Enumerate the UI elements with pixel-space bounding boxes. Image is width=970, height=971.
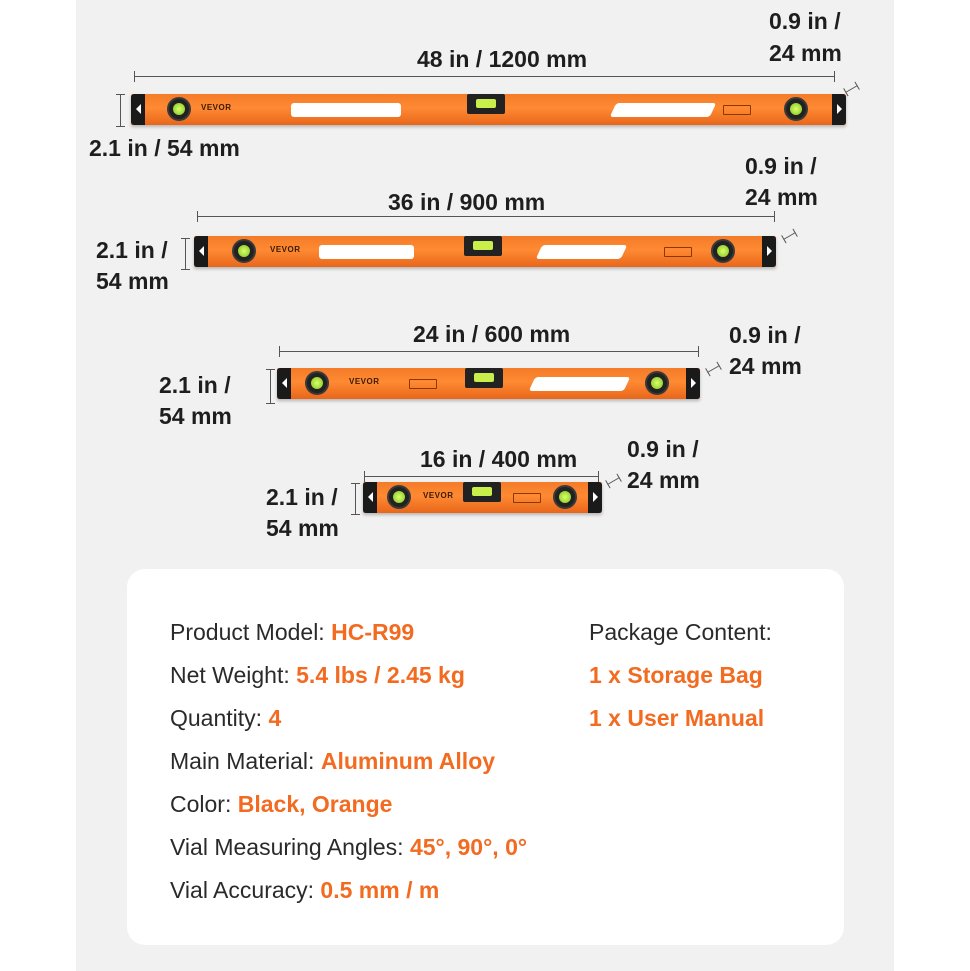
label-plate (513, 493, 541, 503)
end-cap-right (588, 482, 602, 513)
thickness-label-48-line1: 0.9 in / (769, 8, 841, 34)
end-cap-right (762, 236, 776, 267)
spec-quantity (170, 703, 281, 733)
spec-value: Aluminum Alloy (320, 748, 496, 774)
spirit-level-16 (363, 482, 602, 513)
handle-cutout (319, 245, 414, 259)
spec-value: Black, Orange (237, 791, 393, 817)
spirit-level-48 (131, 94, 846, 125)
height-label-24-line2: 54 mm (159, 403, 232, 429)
thickness-label-36-line1: 0.9 in / (745, 153, 817, 179)
length-label-36: 36 in / 900 mm (388, 189, 546, 215)
spec-vial-accuracy (170, 875, 439, 905)
spec-label: Main Material: (170, 748, 321, 774)
vial-ring-90 (711, 239, 735, 263)
spec-main-material (170, 746, 495, 776)
length-label-24: 24 in / 600 mm (413, 321, 571, 347)
spec-product-model (170, 617, 414, 647)
vial-ring-45 (305, 371, 329, 395)
spec-label: Quantity: (170, 705, 269, 731)
handle-cutout (291, 103, 401, 117)
spec-label: Vial Accuracy: (170, 877, 321, 903)
end-cap-right (832, 94, 846, 125)
label-plate (409, 379, 437, 389)
height-dimension-line-48 (120, 94, 121, 127)
height-dimension-line-36 (185, 238, 186, 270)
handle-cutout (529, 377, 631, 391)
spec-net-weight (170, 660, 465, 690)
spec-value: HC-R99 (331, 619, 415, 645)
length-dimension-line-48 (134, 76, 835, 77)
height-label-16-line1: 2.1 in / (266, 484, 338, 510)
spec-label: Vial Measuring Angles: (170, 834, 410, 860)
height-label-24-line1: 2.1 in / (159, 372, 231, 398)
vial-ring-90 (645, 371, 669, 395)
height-label-36-line1: 2.1 in / (96, 237, 168, 263)
vial-ring-90 (553, 485, 577, 509)
spirit-level-36 (194, 236, 776, 267)
spec-value: 45°, 90°, 0° (409, 834, 528, 860)
end-cap-left (131, 94, 145, 125)
handle-cutout (610, 103, 717, 117)
end-cap-left (277, 368, 291, 399)
spec-color (170, 789, 392, 819)
vial-ring-45 (387, 485, 411, 509)
height-label-36-line2: 54 mm (96, 268, 169, 294)
height-dimension-line-24 (270, 369, 271, 404)
length-label-48: 48 in / 1200 mm (417, 46, 588, 72)
vial-center (464, 236, 502, 256)
spirit-level-24 (277, 368, 700, 399)
thickness-label-24-line1: 0.9 in / (729, 322, 801, 348)
end-cap-left (363, 482, 377, 513)
thickness-label-16-line2: 24 mm (627, 467, 700, 493)
handle-cutout (536, 245, 628, 259)
vial-center (465, 368, 503, 388)
label-plate (664, 247, 692, 257)
thickness-label-16-line1: 0.9 in / (627, 436, 699, 462)
spec-value: 4 (268, 705, 282, 731)
vial-ring-45 (167, 97, 191, 121)
vial-ring-45 (232, 239, 256, 263)
thickness-label-24-line2: 24 mm (729, 353, 802, 379)
end-cap-right (686, 368, 700, 399)
label-plate (723, 105, 751, 115)
end-cap-left (194, 236, 208, 267)
height-label-16-line2: 54 mm (266, 515, 339, 541)
package-item-storage-bag: 1 x Storage Bag (589, 662, 763, 688)
height-label-48: 2.1 in / 54 mm (89, 135, 240, 161)
brand-logo: VEVOR (201, 103, 232, 112)
spec-label: Net Weight: (170, 662, 297, 688)
length-dimension-line-36 (197, 216, 775, 217)
length-label-16: 16 in / 400 mm (420, 446, 578, 472)
thickness-label-48-line2: 24 mm (769, 40, 842, 66)
brand-logo: VEVOR (270, 245, 301, 254)
vial-center (463, 482, 501, 502)
spec-vial-angles (170, 832, 527, 862)
vial-ring-90 (784, 97, 808, 121)
thickness-label-36-line2: 24 mm (745, 184, 818, 210)
package-content-title: Package Content: (589, 619, 772, 645)
vial-center (467, 94, 505, 114)
spec-value: 0.5 mm / m (320, 877, 440, 903)
height-dimension-line-16 (355, 483, 356, 515)
spec-label: Color: (170, 791, 238, 817)
length-dimension-line-16 (364, 476, 599, 477)
package-item-user-manual: 1 x User Manual (589, 705, 765, 731)
length-dimension-line-24 (279, 351, 699, 352)
spec-label: Product Model: (170, 619, 332, 645)
brand-logo: VEVOR (349, 377, 380, 386)
spec-value: 5.4 lbs / 2.45 kg (296, 662, 465, 688)
brand-logo: VEVOR (423, 491, 454, 500)
